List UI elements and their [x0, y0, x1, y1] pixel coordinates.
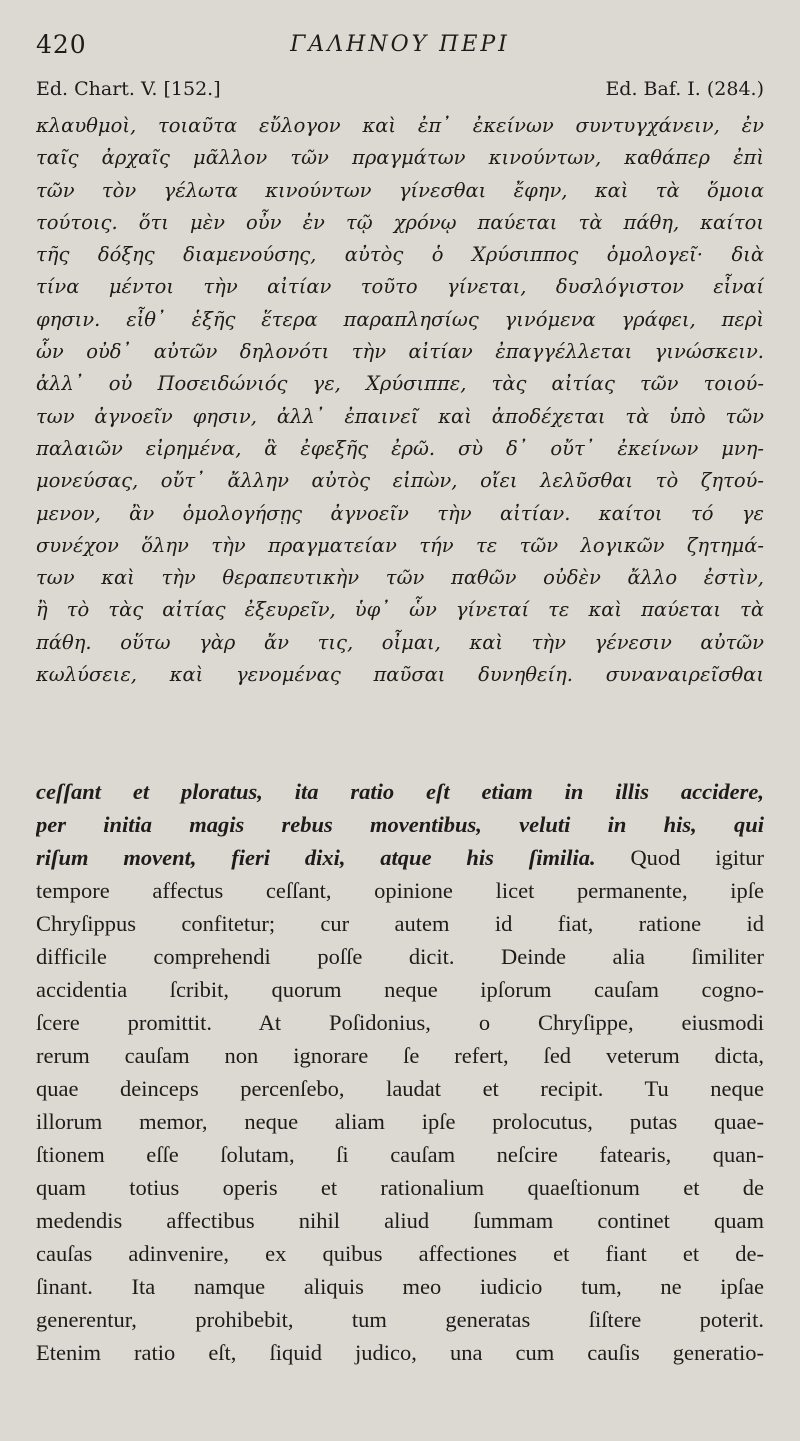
edition-reference-line: [36, 78, 764, 108]
edition-chartier-ref: Ed. Chart. V. [152.]: [36, 78, 221, 100]
running-head: ΓΑΛΗΝΟΥ ΠΕΡΙ: [290, 32, 510, 57]
latin-line: quam totius operis et rationalium quaeſtionum et de: [36, 1175, 764, 1200]
latin-line: Etenim ratio eſt, ſiquid judico, una cum cauſis generatio-: [36, 1340, 764, 1365]
greek-line: τούτοις. ὅτι μὲν οὖν ἐν τῷ χρόνῳ παύεται τὰ πάθη, καίτοι: [36, 210, 764, 234]
latin-line: ſtionem eſſe ſolutam, ſi cauſam neſcire fatearis, quan-: [36, 1142, 764, 1167]
greek-line: τῆς δόξης διαμενούσης, αὐτὸς ὁ Χρύσιππος ὁμολογεῖ· διὰ: [36, 243, 764, 267]
latin-line: quae deinceps percenſebo, laudat et recipit. Tu neque: [36, 1076, 764, 1101]
greek-line: ἢ τὸ τὰς αἰτίας ἐξευρεῖν, ὑφ᾽ ὧν γίνεταί τε καὶ παύεται τὰ: [36, 598, 764, 622]
greek-line: τίνα μέντοι τὴν αἰτίαν τοῦτο γίνεται, δυσλόγιστον εἶναί: [36, 275, 764, 299]
greek-line: φησιν. εἶθ᾽ ἑξῆς ἕτερα παραπλησίως γινόμενα γράφει, περὶ: [36, 307, 764, 331]
greek-line: κλαυθμοὶ, τοιαῦτα εὔλογον καὶ ἐπ᾽ ἐκείνων συντυγχάνειν, ἐν: [36, 114, 764, 137]
latin-line: difficile comprehendi poſſe dicit. Deinde alia ſimiliter: [36, 944, 764, 969]
greek-text-block: [36, 110, 764, 691]
greek-line: πάθη. οὕτω γὰρ ἄν τις, οἶμαι, καὶ τὴν γένεσιν αὐτῶν: [36, 630, 764, 654]
latin-italic-run: riſum movent, fieri dixi, atque his ſimilia.: [36, 845, 631, 870]
greek-line: συνέχον ὅλην τὴν πραγματείαν τήν τε τῶν λογικῶν ζητημά-: [36, 533, 764, 557]
greek-line: κωλύσειε, καὶ γενομένας παῦσαι δυνηθείη. συναναιρεῖσθαι: [36, 663, 764, 687]
latin-line: rerum cauſam non ignorare ſe refert, ſed veterum dicta,: [36, 1043, 764, 1068]
page-header: [36, 26, 764, 62]
latin-line: illorum memor, neque aliam ipſe prolocutus, putas quae-: [36, 1109, 764, 1134]
latin-line: per initia magis rebus moventibus, veluti in his, qui: [36, 812, 764, 837]
latin-roman-run: Quod igitur: [630, 845, 764, 870]
greek-line: μονεύσας, οὔτ᾽ ἄλλην αὐτὸς εἰπὼν, οἴει λελῦσθαι τὸ ζητού-: [36, 469, 764, 493]
latin-line: [36, 841, 764, 874]
latin-text-block: [36, 775, 764, 1369]
greek-line: ὧν οὐδ᾽ αὐτῶν δηλονότι τὴν αἰτίαν ἐπαγγέλλεται γινώσκειν.: [36, 340, 764, 364]
latin-line: medendis affectibus nihil aliud ſummam continet quam: [36, 1208, 764, 1233]
latin-line: generentur, prohibebit, tum generatas ſiſtere poterit.: [36, 1307, 764, 1332]
latin-line: ſcere promittit. At Poſidonius, o Chryſippe, eiusmodi: [36, 1010, 764, 1035]
greek-line: των ἀγνοεῖν φησιν, ἀλλ᾽ ἐπαινεῖ καὶ ἀποδέχεται τὰ ὑπὸ τῶν: [36, 404, 764, 428]
latin-line: ſinant. Ita namque aliquis meo iudicio tum, ne ipſae: [36, 1274, 764, 1299]
greek-line: ταῖς ἀρχαῖς μᾶλλον τῶν πραγμάτων κινούντων, καθάπερ ἐπὶ: [36, 146, 764, 170]
latin-line: Chryſippus confitetur; cur autem id fiat, ratione id: [36, 911, 764, 936]
page-number: 420: [36, 30, 87, 59]
latin-line: ceſſant et ploratus, ita ratio eſt etiam in illis accidere,: [36, 779, 764, 804]
greek-line: ἀλλ᾽ οὐ Ποσειδώνιός γε, Χρύσιππε, τὰς αἰτίας τῶν τοιού-: [36, 372, 764, 396]
greek-line: μενον, ἂν ὁμολογήσῃς ἀγνοεῖν τὴν αἰτίαν. καίτοι τό γε: [36, 501, 764, 525]
edition-basel-ref: Ed. Baf. I. (284.): [605, 78, 764, 100]
greek-line: τῶν τὸν γέλωτα κινούντων γίνεσθαι ἔφην, καὶ τὰ ὅμοια: [36, 178, 764, 202]
latin-line: accidentia ſcribit, quorum neque ipſorum cauſam cogno-: [36, 977, 764, 1002]
latin-line: tempore affectus ceſſant, opinione licet permanente, ipſe: [36, 878, 764, 903]
greek-line: παλαιῶν εἰρημένα, ἃ ἐφεξῆς ἐρῶ. σὺ δ᾽ οὔτ᾽ ἐκείνων μνη-: [36, 436, 764, 460]
greek-line: των καὶ τὴν θεραπευτικὴν τῶν παθῶν οὐδὲν ἄλλο ἐστὶν,: [36, 566, 764, 590]
latin-line: cauſas adinvenire, ex quibus affectiones et fiant et de-: [36, 1241, 764, 1266]
